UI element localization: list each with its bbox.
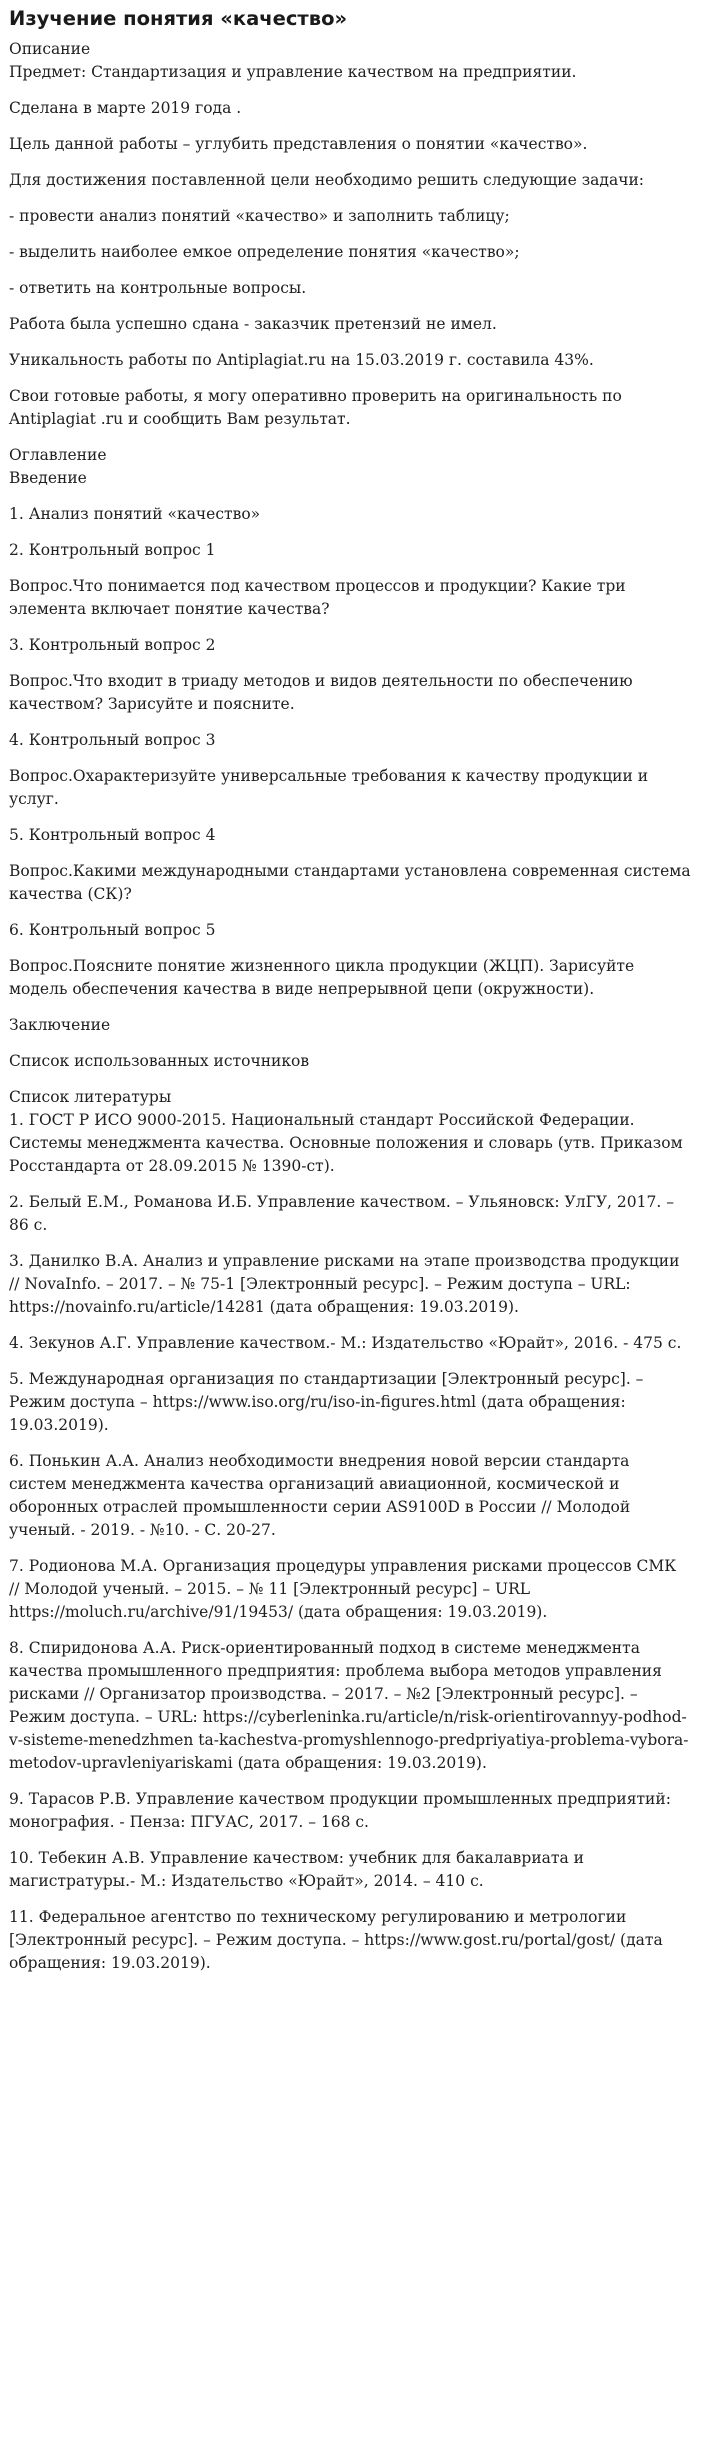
reference-item: 2. Белый Е.М., Романова И.Б. Управление качеством. – Ульяновск: УлГУ, 2017. – 86 с. (9, 1193, 674, 1234)
toc-item: 2. Контрольный вопрос 1 (9, 541, 216, 559)
toc-item: 4. Контрольный вопрос 3 (9, 731, 216, 749)
description-paragraph: Уникальность работы по Antiplagiat.ru на 15.03.2019 г. составила 43%. (9, 351, 594, 369)
description-section (9, 61, 691, 431)
page-title: Изучение понятия «качество» (9, 7, 348, 30)
description-paragraph: Работа была успешно сдана - заказчик претензий не имел. (9, 315, 497, 333)
refs-label: Список литературы (9, 1088, 172, 1106)
toc-item: Вопрос.Что входит в триаду методов и видов деятельности по обеспечению качеством? Зарисуйте и поясните. (9, 672, 633, 713)
toc-item: Вопрос.Поясните понятие жизненного цикла продукции (ЖЦП). Зарисуйте модель обеспечения качества в виде непрерывной цепи (окружности). (9, 957, 635, 998)
refs-section (9, 1109, 691, 1975)
description-paragraph: Цель данной работы – углубить представления о понятии «качество». (9, 135, 588, 153)
reference-item: 5. Международная организация по стандартизации [Электронный ресурс]. – Режим доступа – https://www.iso.org/ru/iso-in-figures.html (дата обращения: 19.03.2019). (9, 1370, 644, 1434)
reference-item: 3. Данилко В.А. Анализ и управление рисками на этапе производства продукции // NovaInfo. – 2017. – № 75-1 [Электронный ресурс]. – Режим доступа – URL: https://novainfo.ru/article/14281 (дата обращения: 19.03.2019). (9, 1252, 680, 1316)
toc-item: 3. Контрольный вопрос 2 (9, 636, 216, 654)
description-paragraph: Свои готовые работы, я могу оперативно проверить на оригинальность по Antiplagiat .ru и сообщить Вам результат. (9, 387, 622, 428)
toc-item: Заключение (9, 1016, 111, 1034)
description-paragraph: Сделана в марте 2019 года . (9, 99, 242, 117)
description-paragraph: - выделить наиболее емкое определение понятия «качество»; (9, 243, 520, 261)
description-paragraph: - провести анализ понятий «качество» и заполнить таблицу; (9, 207, 510, 225)
toc-item: Вопрос.Что понимается под качеством процессов и продукции? Какие три элемента включает понятие качества? (9, 577, 626, 618)
toc-item: 1. Анализ понятий «качество» (9, 505, 261, 523)
toc-item: 5. Контрольный вопрос 4 (9, 826, 216, 844)
description-paragraph: - ответить на контрольные вопросы. (9, 279, 307, 297)
reference-item: 6. Понькин А.А. Анализ необходимости внедрения новой версии стандарта систем менеджмента качества организаций авиационной, космической и оборонных отраслей промышленности серии AS9100D в России // Молодой ученый. - 2019. - №10. - С. 20-27. (9, 1452, 631, 1539)
reference-item: 11. Федеральное агентство по техническому регулированию и метрологии [Электронный ресурс]. – Режим доступа. – https://www.gost.ru/portal/gost/ (дата обращения: 19.03.2019). (9, 1908, 663, 1972)
toc-label: Оглавление (9, 446, 107, 464)
reference-item: 1. ГОСТ Р ИСО 9000-2015. Национальный стандарт Российской Федерации. Системы менеджмента качества. Основные положения и словарь (утв. Приказом Росстандарта от 28.09.2015 № 1390-ст). (9, 1111, 683, 1175)
reference-item: 9. Тарасов Р.В. Управление качеством продукции промышленных предприятий: монография. - Пенза: ПГУАС, 2017. – 168 с. (9, 1790, 671, 1831)
reference-item: 10. Тебекин А.В. Управление качеством: учебник для бакалавриата и магистратуры.- М.: Издательство «Юрайт», 2014. – 410 с. (9, 1849, 584, 1890)
reference-item: 8. Спиридонова А.А. Риск-ориентированный подход в системе менеджмента качества промышленного предприятия: проблема выбора методов управления рисками // Организатор производства. – 2017. – №2 [Электронный ресурс]. – Режим доступа. – URL: https://cyberleninka.ru/article/n/risk-orientirovannyy-podhod-v-sisteme-menedzhmen ta-kachestva-promyshlennogo-predpriyatiya-problema-vybora-metodov-upravleniyariskami (дата обращения: 19.03.2019). (9, 1639, 689, 1772)
toc-item: Вопрос.Охарактеризуйте универсальные требования к качеству продукции и услуг. (9, 767, 649, 808)
toc-item: Вопрос.Какими международными стандартами установлена современная система качества (СК)? (9, 862, 691, 903)
description-paragraph: Для достижения поставленной цели необходимо решить следующие задачи: (9, 171, 645, 189)
reference-item: 7. Родионова М.А. Организация процедуры управления рисками процессов СМК // Молодой ученый. – 2015. – № 11 [Электронный ресурс] – URL https://moluch.ru/archive/91/19453/ (дата обращения: 19.03.2019). (9, 1557, 677, 1621)
toc-section (9, 503, 691, 1073)
description-paragraph: Предмет: Стандартизация и управление качеством на предприятии. (9, 63, 577, 81)
toc-item: 6. Контрольный вопрос 5 (9, 921, 216, 939)
description-label: Описание (9, 40, 91, 58)
toc-item: Список использованных источников (9, 1052, 310, 1070)
reference-item: 4. Зекунов А.Г. Управление качеством.- М.: Издательство «Юрайт», 2016. - 475 с. (9, 1334, 682, 1352)
toc-intro: Введение (9, 469, 87, 487)
